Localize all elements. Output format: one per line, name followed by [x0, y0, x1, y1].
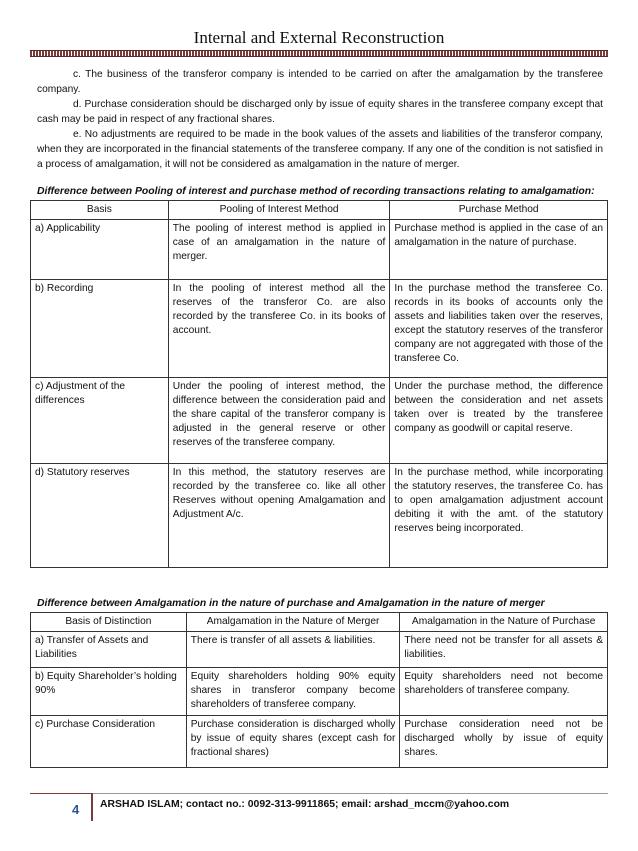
intro-conditions — [37, 67, 603, 172]
footer-divider — [92, 793, 608, 794]
footer-separator — [91, 793, 93, 821]
table-row — [31, 716, 608, 768]
condition-e: e. No adjustments are required to be made in the book values of the assets and liabilities of the transferor company, when they are incorporated in the financial statements of the transferee company. If any one of the condition is not satisfied in a process of amalgamation, it will not be considered as amalgamation in the nature of merger. — [37, 129, 603, 170]
column-header: Basis — [31, 201, 169, 220]
table-cell: There is transfer of all assets & liabilities. — [186, 632, 400, 668]
table1-heading: Difference between Pooling of interest and purchase method of recording transactions relating to amalgamation: — [37, 186, 595, 197]
table-row — [31, 220, 608, 280]
table-cell: c) Purchase Consideration — [31, 716, 187, 768]
table-cell: a) Transfer of Assets and Liabilities — [31, 632, 187, 668]
condition-c: c. The business of the transferor company is intended to be carried on after the amalgamation by the transferee company. — [37, 69, 603, 95]
table-cell: Under the pooling of interest method, the difference between the consideration paid and the share capital of the transferor company is adjusted in the general reserve or other reserves of the transferee company. — [168, 378, 390, 464]
table-cell: c) Adjustment of the differences — [31, 378, 169, 464]
footer-contact: ARSHAD ISLAM; contact no.: 0092-313-9911865; email: arshad_mccm@yahoo.com — [100, 799, 510, 810]
table-cell: b) Equity Shareholder’s holding 90% — [31, 668, 187, 716]
table-cell: a) Applicability — [31, 220, 169, 280]
column-header: Amalgamation in the Nature of Merger — [186, 613, 400, 632]
header-divider — [30, 50, 608, 57]
table-header-row — [31, 613, 608, 632]
table-cell: In the purchase method, while incorporating the statutory reserves, the transferee Co. has to open amalgamation adjustment account debiting it with the amt. of the statutory reserves being incorporated. — [390, 464, 608, 568]
table-row — [31, 668, 608, 716]
table-row — [31, 632, 608, 668]
table-row — [31, 464, 608, 568]
table-header-row — [31, 201, 608, 220]
table-row — [31, 280, 608, 378]
table-cell: d) Statutory reserves — [31, 464, 169, 568]
table-cell: Under the purchase method, the difference between the consideration and net assets taken over is treated by the transferee company as goodwill or capital reserve. — [390, 378, 608, 464]
column-header: Amalgamation in the Nature of Purchase — [400, 613, 608, 632]
table-cell: Purchase method is applied in the case of an amalgamation in the nature of purchase. — [390, 220, 608, 280]
column-header: Purchase Method — [390, 201, 608, 220]
page-title: Internal and External Reconstruction — [193, 28, 445, 47]
table-cell: Equity shareholders holding 90% equity shares in transferor company become shareholders of transferee company. — [186, 668, 400, 716]
page-number: 4 — [72, 802, 80, 817]
table-cell: Purchase consideration need not be discharged wholly by issue of equity shares. — [400, 716, 608, 768]
condition-d: d. Purchase consideration should be discharged only by issue of equity shares in the transferee company except that cash may be paid in respect of any fractional shares. — [37, 99, 603, 125]
column-header: Basis of Distinction — [31, 613, 187, 632]
table-row — [31, 378, 608, 464]
table-cell: In this method, the statutory reserves are recorded by the transferee co. like all other Reserves without opening Amalgamation and Adjustment A/c. — [168, 464, 390, 568]
table-cell: b) Recording — [31, 280, 169, 378]
column-header: Pooling of Interest Method — [168, 201, 390, 220]
table-cell: Purchase consideration is discharged wholly by issue of equity shares (except cash for fractional shares) — [186, 716, 400, 768]
table-cell: There need not be transfer for all assets & liabilities. — [400, 632, 608, 668]
table-cell: In the pooling of interest method all the reserves of the transferor Co. are also recorded by the transferee Co. in its books of account. — [168, 280, 390, 378]
table2-heading: Difference between Amalgamation in the nature of purchase and Amalgamation in the nature of merger — [37, 598, 545, 609]
purchase-vs-merger-table — [30, 612, 608, 768]
pooling-vs-purchase-table — [30, 200, 608, 568]
table-cell: The pooling of interest method is applied in case of an amalgamation in the nature of merger. — [168, 220, 390, 280]
table-cell: In the purchase method the transferee Co. records in its books of accounts only the assets and liabilities taken over the reserves, except the statutory reserves of the transferor company are not aggregated with those of the transferee Co. — [390, 280, 608, 378]
table-cell: Equity shareholders need not become shareholders of transferee company. — [400, 668, 608, 716]
